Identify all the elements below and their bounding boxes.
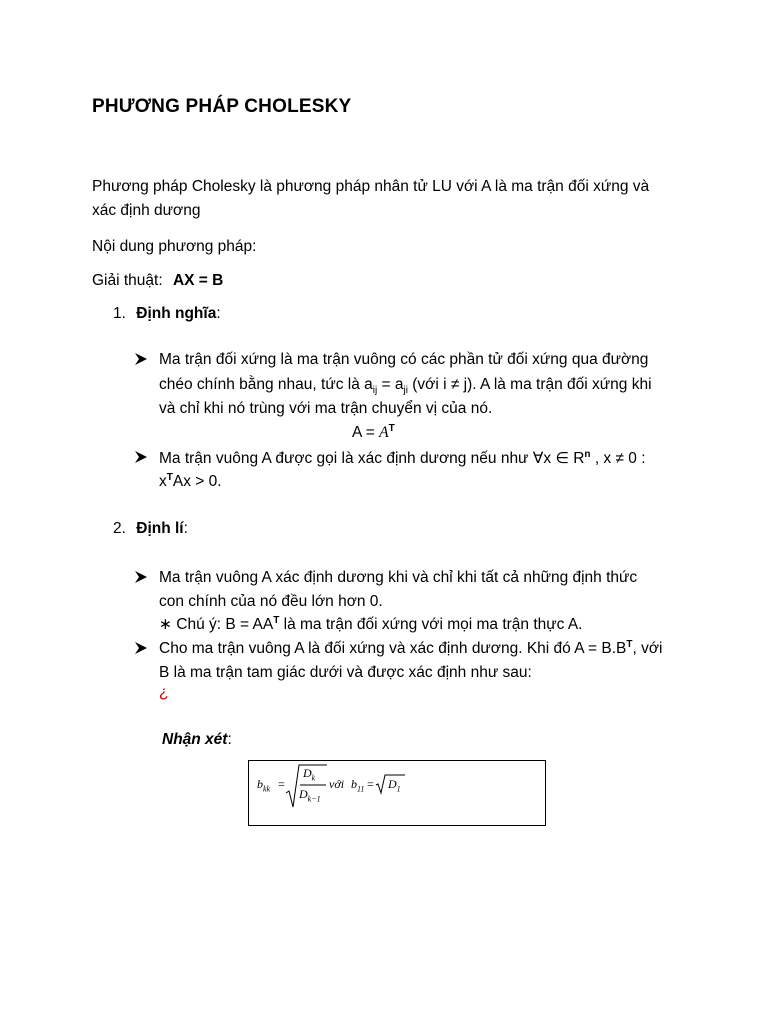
- formula-lhs: A =: [352, 424, 380, 441]
- k-subscript: k: [311, 773, 316, 783]
- arrow-bullet-icon: [134, 641, 148, 655]
- d-symbol: D: [299, 787, 308, 801]
- b-symbol: b: [351, 777, 357, 791]
- def-bullet-1-line-2: [159, 376, 652, 397]
- section-1-number: 1.: [113, 305, 126, 322]
- b-symbol: b: [257, 777, 263, 791]
- def-bullet-2-line-2: [159, 473, 222, 491]
- section-1-title: Định nghĩa: [136, 305, 217, 322]
- intro-line-2: xác định dương: [92, 202, 201, 219]
- def-bullet-1-line-3: và chỉ khi nó trùng với ma trận chuyển vị của nó.: [159, 400, 493, 417]
- algorithm-equation: AX = B: [172, 272, 224, 289]
- superscript-t: T: [166, 471, 173, 483]
- arrow-bullet-icon: [134, 570, 148, 584]
- section-1-colon: :: [216, 305, 221, 322]
- subscript-ij: ij: [372, 385, 378, 397]
- d1-term: [388, 777, 401, 792]
- def-text: chéo chính bằng nhau, tức là a: [159, 376, 373, 393]
- superscript-n: n: [584, 448, 591, 460]
- formula-lhs: [257, 777, 270, 792]
- section-2-title: Định lí: [136, 520, 184, 537]
- def-text: Ax > 0.: [172, 473, 222, 490]
- missing-formula-marker: ¿: [159, 684, 169, 701]
- fraction-denominator: [299, 787, 321, 802]
- formula-sup: T: [388, 422, 395, 434]
- formula-box: [248, 760, 546, 826]
- algorithm-label: Giải thuật:: [92, 272, 163, 289]
- page-title: PHƯƠNG PHÁP CHOLESKY: [92, 96, 352, 117]
- with-word: với: [329, 777, 345, 791]
- superscript-t: T: [626, 638, 633, 650]
- section-2-number: 2.: [113, 520, 126, 537]
- arrow-bullet-icon: [134, 450, 148, 464]
- section-1-heading: [113, 305, 221, 323]
- transpose-formula: [352, 424, 395, 442]
- def-text: x: [159, 473, 167, 490]
- def-bullet-1-line-1: Ma trận đối xứng là ma trận vuông có các phần tử đối xứng qua đường: [159, 351, 649, 368]
- 11-subscript: 11: [357, 784, 365, 794]
- def-bullet-2-line-1: [159, 449, 646, 468]
- remark-label: Nhận xét: [162, 731, 228, 748]
- k-1-subscript: k−1: [307, 794, 321, 804]
- remark-colon: :: [227, 731, 232, 748]
- def-text: Ma trận vuông A được gọi là xác định dương nếu như ∀x ∈ R: [159, 450, 585, 467]
- thm-bullet-2-line-1: [159, 640, 662, 658]
- thm-text: Cho ma trận vuông A là đối xứng và xác định dương. Khi đó A = B.B: [159, 640, 627, 657]
- section-2-colon: :: [183, 520, 188, 537]
- d-symbol: D: [303, 766, 312, 780]
- def-text: (với i ≠ j). A là ma trận đối xứng khi: [407, 376, 652, 393]
- formula-rhs: A: [379, 424, 389, 441]
- kk-subscript: kk: [263, 784, 271, 794]
- subscript-ji: ji: [403, 385, 408, 397]
- b11-term: [351, 777, 364, 792]
- thm-note: [159, 615, 583, 634]
- equals-sign: =: [367, 777, 374, 791]
- def-text: = a: [377, 376, 404, 393]
- d-symbol: D: [388, 777, 397, 791]
- thm-bullet-2-line-2: B là ma trận tam giác dưới và được xác định như sau:: [159, 664, 532, 681]
- content-label: Nội dung phương pháp:: [92, 238, 257, 255]
- superscript-t: T: [273, 614, 280, 626]
- equals-sign: =: [278, 777, 285, 791]
- algorithm-line: [92, 272, 223, 290]
- thm-bullet-1-line-2: con chính của nó đều lớn hơn 0.: [159, 593, 383, 610]
- note-text: ∗ Chú ý: B = AA: [159, 616, 274, 633]
- intro-line-1: Phương pháp Cholesky là phương pháp nhân tử LU với A là ma trận đối xứng và: [92, 178, 650, 195]
- thm-bullet-1-line-1: Ma trận vuông A xác định dương khi và chỉ khi tất cả những định thức: [159, 569, 638, 586]
- thm-text: , với: [632, 640, 663, 657]
- note-text: là ma trận đối xứng với mọi ma trận thực A.: [279, 616, 583, 633]
- def-text: , x ≠ 0 :: [590, 450, 646, 467]
- 1-subscript: 1: [396, 784, 401, 794]
- remark-heading: [162, 731, 232, 749]
- section-2-heading: [113, 520, 188, 538]
- arrow-bullet-icon: [134, 352, 148, 366]
- fraction-numerator: [303, 766, 315, 781]
